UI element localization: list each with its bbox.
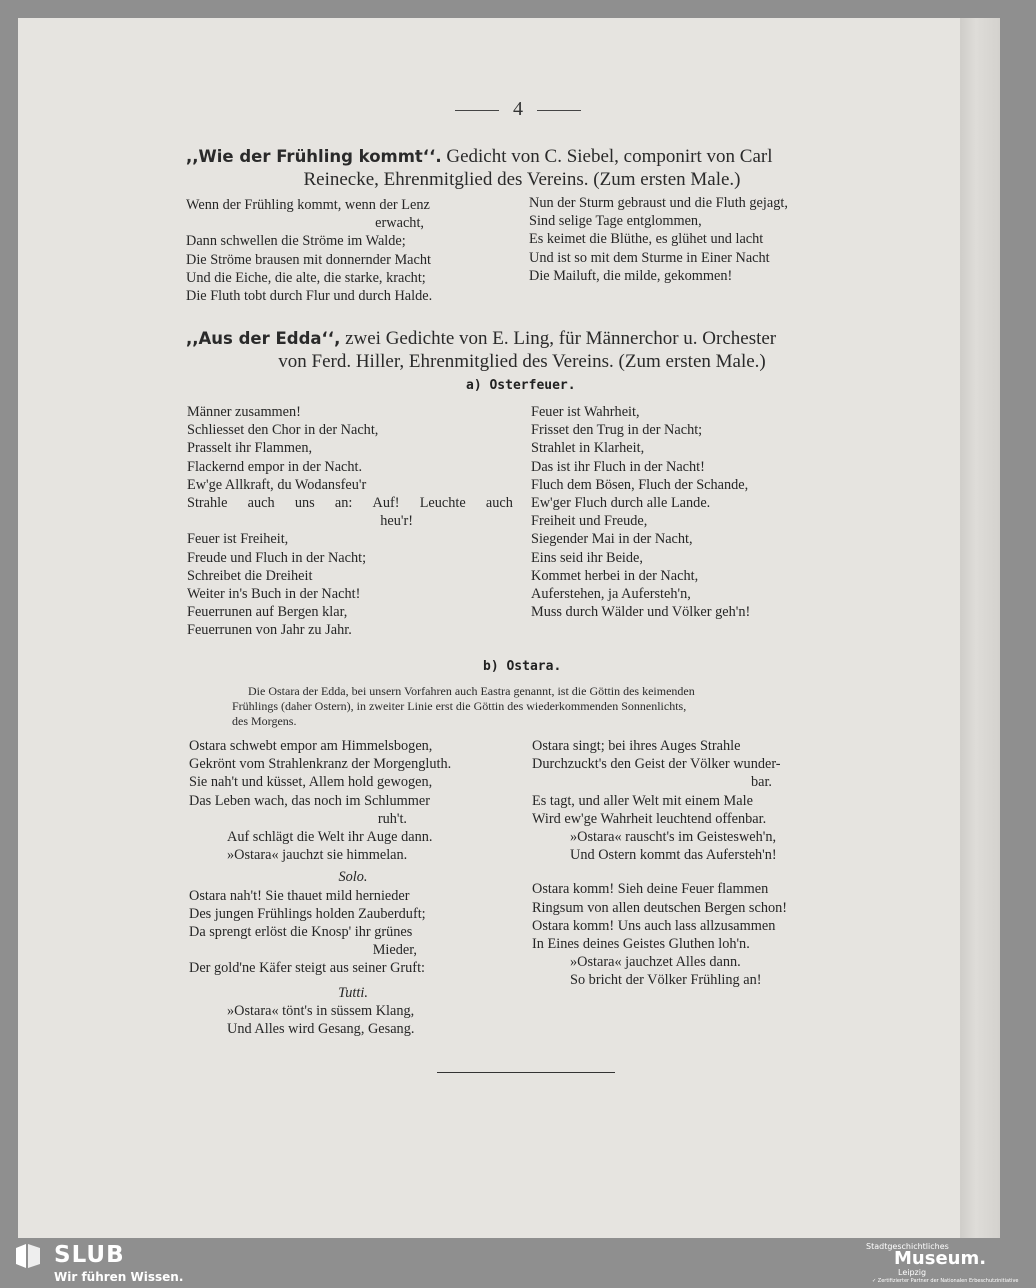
song2-heading <box>186 327 858 373</box>
verse-line: Feuerrunen von Jahr zu Jahr. <box>187 622 352 639</box>
verse-line: Ostara schwebt empor am Himmelsbogen, <box>189 738 433 754</box>
ostara-note: Die Ostara der Edda, bei unsern Vorfahren auch Eastra genannt, ist die Göttin des keimenden Frühlings (daher Ostern), in zweiter Linie erst die Göttin des wiederkommenden Sonnenlichts, des Morgens. <box>232 684 695 728</box>
verse-line: Das Leben wach, das noch im Schlummer <box>189 792 430 809</box>
verse-line: Und die Eiche, die alte, die starke, kracht; <box>186 269 426 286</box>
verse-line: So bricht der Völker Frühling an! <box>570 972 762 989</box>
verse-line: Ringsum von allen deutschen Bergen schon! <box>532 899 788 916</box>
verse-line: Eins seid ihr Beide, <box>531 549 643 566</box>
verse-line: erwacht, <box>375 215 424 232</box>
verse-line: Ew'ger Fluch durch alle Lande. <box>531 495 711 512</box>
verse-line: Die Ströme brausen mit donnernder Macht <box>186 251 431 268</box>
museum-certification: ✓ Zertifizierter Partner der Nationalen Erbeschutzinitiative <box>872 1278 1019 1284</box>
slub-tagline: Wir führen Wissen. <box>54 1270 184 1284</box>
verse-line: Gekrönt vom Strahlenkranz der Morgengluth. <box>189 756 452 773</box>
verse-line: Es keimet die Blüthe, es glühet und lacht <box>529 231 764 248</box>
verse-line: Nun der Sturm gebraust und die Fluth gejagt, <box>529 195 788 211</box>
song1-right-column <box>529 194 859 285</box>
verse-line: bar. <box>750 774 772 791</box>
verse-line: Schreibet die Dreiheit <box>187 567 313 584</box>
verse-line: »Ostara« jauchzet Alles dann. <box>570 954 741 971</box>
solo-label: Solo. <box>338 869 368 886</box>
verse-line: »Ostara« jauchzt sie himmelan. <box>227 847 408 864</box>
page-number: 4 <box>0 98 1036 121</box>
verse-line: Dann schwellen die Ströme im Walde; <box>186 233 406 250</box>
verse-line: Durchzuckt's den Geist der Völker wunder- <box>532 756 781 773</box>
museum-city: Leipzig <box>898 1268 927 1277</box>
verse-line: Die Mailuft, die milde, gekommen! <box>529 267 733 284</box>
verse-line: Wird ew'ge Wahrheit leuchtend offenbar. <box>532 810 767 827</box>
verse-line: ruh't. <box>377 810 407 827</box>
verse-line: »Ostara« tönt's in süssem Klang, <box>227 1002 415 1019</box>
footer-bar <box>0 1238 1019 1288</box>
song1-heading <box>186 145 858 191</box>
verse-line: »Ostara« rauscht's im Geistesweh'n, <box>570 829 777 846</box>
verse-line: Des jungen Frühlings holden Zauberduft; <box>189 905 426 922</box>
museum-top-text: Stadtgeschichtliches <box>866 1242 949 1251</box>
verse-line: Freude und Fluch in der Nacht; <box>187 549 367 566</box>
verse-line: Ostara komm! Sieh deine Feuer flammen <box>532 881 769 898</box>
verse-line: In Eines deines Geistes Gluthen loh'n. <box>532 936 750 953</box>
museum-name: Museum. <box>894 1248 987 1269</box>
verse-line: Auf schlägt die Welt ihr Auge dann. <box>227 829 433 846</box>
verse-line: Ostara komm! Uns auch lass allzusammen <box>532 917 776 934</box>
verse-line: Feuer ist Wahrheit, <box>531 404 640 420</box>
verse-line: Mieder, <box>372 942 417 959</box>
verse-line: Fluch dem Bösen, Fluch der Schande, <box>531 476 749 493</box>
verse-line: Es tagt, und aller Welt mit einem Male <box>532 792 753 809</box>
verse-line: Männer zusammen! <box>187 404 301 420</box>
verse-line: Und ist so mit dem Sturme in Einer Nacht <box>529 249 770 266</box>
song1-left-column <box>186 196 510 305</box>
verse-line: Der gold'ne Käfer steigt aus seiner Gruft: <box>189 960 426 977</box>
verse-line: Frisset den Trug in der Nacht; <box>531 422 703 439</box>
verse-line: Freiheit und Freude, <box>531 513 648 530</box>
next-page-edge <box>960 18 1000 1238</box>
song2-desc: zwei Gedichte von E. Ling, für Männerchor u. Orchester <box>345 328 777 349</box>
verse-line: Flackernd empor in der Nacht. <box>187 458 363 475</box>
verse-line: Und Ostern kommt das Aufersteh'n! <box>570 847 777 864</box>
song1-desc: Gedicht von C. Siebel, componirt von Carl <box>446 146 773 167</box>
verse-line: Das ist ihr Fluch in der Nacht! <box>531 458 705 475</box>
part-a-heading: a) Osterfeuer. <box>466 378 576 393</box>
verse-line: Auferstehen, ja Aufersteh'n, <box>531 586 691 603</box>
ostara-right-column <box>532 737 862 990</box>
song1-desc-line2: Reinecke, Ehrenmitglied des Vereins. (Zum ersten Male.) <box>303 169 741 190</box>
verse-line: Da sprengt erlöst die Knosp' ihr grünes <box>189 924 413 941</box>
tutti-label: Tutti. <box>338 984 368 1001</box>
osterfeuer-left-column <box>187 403 513 640</box>
verse-line: Feuerrunen auf Bergen klar, <box>187 604 348 621</box>
verse-line: Schliesset den Chor in der Nacht, <box>187 422 379 439</box>
verse-line: Ostara nah't! Sie thauet mild hernieder <box>189 887 410 904</box>
section-divider <box>437 1072 615 1073</box>
verse-line: Siegender Mai in der Nacht, <box>531 531 693 548</box>
verse-line: Ostara singt; bei ihres Auges Strahle <box>532 738 741 754</box>
verse-line: Kommet herbei in der Nacht, <box>531 567 699 584</box>
verse-line: Ew'ge Allkraft, du Wodansfeu'r <box>187 476 367 493</box>
verse-line: Muss durch Wälder und Völker geh'n! <box>531 604 751 621</box>
verse-line: Weiter in's Buch in der Nacht! <box>187 586 361 603</box>
part-b-heading: b) Ostara. <box>483 659 562 674</box>
verse-line: Die Fluth tobt durch Flur und durch Halde. <box>186 288 433 305</box>
osterfeuer-right-column <box>531 403 861 621</box>
verse-line: Prasselt ihr Flammen, <box>187 440 313 457</box>
ostara-left-column <box>189 737 517 1038</box>
verse-line-justified: Strahle auch uns an: Auf! Leuchte auch <box>187 495 513 512</box>
verse-line: Wenn der Frühling kommt, wenn der Lenz <box>186 197 430 213</box>
verse-line: Sind selige Tage entglommen, <box>529 213 702 230</box>
verse-line: Feuer ist Freiheit, <box>187 531 289 548</box>
verse-line: heu'r! <box>380 513 413 530</box>
verse-line: Und Alles wird Gesang, Gesang. <box>227 1021 415 1038</box>
song2-desc-line2: von Ferd. Hiller, Ehrenmitglied des Vereins. (Zum ersten Male.) <box>278 351 766 372</box>
verse-line: Sie nah't und küsset, Allem hold gewogen, <box>189 774 433 791</box>
verse-line: Strahlet in Klarheit, <box>531 440 645 457</box>
slub-logo-icon <box>14 1242 42 1270</box>
song2-title: ,,Aus der Edda‘‘, <box>186 329 341 348</box>
song1-title: ,,Wie der Frühling kommt‘‘. <box>186 147 442 166</box>
slub-name: SLUB <box>54 1242 125 1268</box>
